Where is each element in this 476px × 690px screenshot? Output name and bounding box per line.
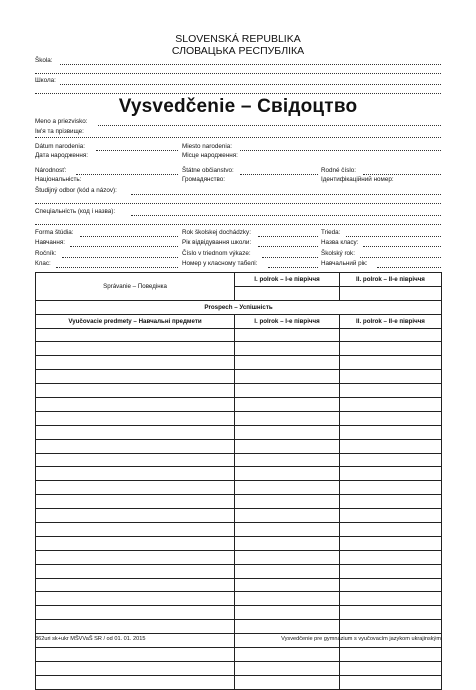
name-line-2 xyxy=(35,137,441,138)
subject-row xyxy=(36,523,442,537)
subject-semester1-cell[interactable] xyxy=(235,467,340,481)
citizenship-line xyxy=(240,174,318,175)
subject-row xyxy=(36,342,442,356)
class-label-sk: Trieda: xyxy=(321,229,341,236)
subject-semester2-cell[interactable] xyxy=(340,453,442,467)
study-field-line-2 xyxy=(35,203,441,204)
birth-date-label-uk: Дата народження: xyxy=(35,152,89,159)
attendance-year-label-uk: Рік відвідування школи: xyxy=(182,239,252,246)
subject-row xyxy=(36,620,442,634)
subject-semester1-cell[interactable] xyxy=(235,439,340,453)
class-line xyxy=(346,236,441,237)
birth-number-line xyxy=(363,174,441,175)
subject-row xyxy=(36,675,442,689)
behavior-semester2-cell[interactable] xyxy=(340,286,442,300)
school-year-line-uk xyxy=(377,267,441,268)
subject-semester2-cell[interactable] xyxy=(340,550,442,564)
subject-semester1-cell[interactable] xyxy=(235,328,340,342)
register-number-label-sk: Číslo v triednom výkaze: xyxy=(182,250,251,257)
subject-row xyxy=(36,370,442,384)
study-form-line xyxy=(80,236,178,237)
subject-name-cell[interactable] xyxy=(36,578,235,592)
progress-header: Prospech – Успішність xyxy=(36,300,442,314)
birth-place-label-uk: Місце народження: xyxy=(182,152,238,159)
subject-semester1-cell[interactable] xyxy=(235,592,340,606)
subject-name-cell[interactable] xyxy=(36,606,235,620)
subject-semester2-cell[interactable] xyxy=(340,592,442,606)
subject-name-cell[interactable] xyxy=(36,328,235,342)
subject-name-cell[interactable] xyxy=(36,620,235,634)
subject-name-cell[interactable] xyxy=(36,398,235,412)
subject-semester1-cell[interactable] xyxy=(235,578,340,592)
subjects-header: Vyučovacie predmety – Навчальні предмети xyxy=(36,314,235,328)
subject-row xyxy=(36,411,442,425)
subject-row xyxy=(36,439,442,453)
subject-row xyxy=(36,453,442,467)
country-name-sk: SLOVENSKÁ REPUBLIKA xyxy=(175,33,301,45)
subject-row xyxy=(36,481,442,495)
nationality-line xyxy=(76,174,178,175)
subject-name-cell[interactable] xyxy=(36,495,235,509)
birth-place-line xyxy=(240,150,441,151)
subject-name-cell[interactable] xyxy=(36,648,235,662)
subject-semester2-cell[interactable] xyxy=(340,523,442,537)
subject-name-cell[interactable] xyxy=(36,661,235,675)
subject-semester1-cell[interactable] xyxy=(235,564,340,578)
subject-semester1-cell[interactable] xyxy=(235,481,340,495)
subject-row xyxy=(36,425,442,439)
attendance-year-line-uk xyxy=(258,246,318,247)
semester2-header: II. polrok – II-e півріччя xyxy=(340,273,442,287)
school-year-line xyxy=(360,257,441,258)
subject-row xyxy=(36,509,442,523)
subject-semester2-cell[interactable] xyxy=(340,328,442,342)
subject-semester1-cell[interactable] xyxy=(235,398,340,412)
subject-semester1-cell[interactable] xyxy=(235,342,340,356)
subject-name-cell[interactable] xyxy=(36,453,235,467)
register-number-label-uk: Номер у класному табелі: xyxy=(182,260,258,267)
subject-semester2-cell[interactable] xyxy=(340,356,442,370)
subject-row xyxy=(36,648,442,662)
study-field-label-uk: Спеціальність (код і назва): xyxy=(35,208,116,215)
school-year-label-sk: Školský rok: xyxy=(321,250,355,257)
subject-semester1-cell[interactable] xyxy=(235,523,340,537)
subject-name-cell[interactable] xyxy=(36,356,235,370)
subject-semester2-cell[interactable] xyxy=(340,425,442,439)
attendance-year-line xyxy=(258,236,318,237)
school-line-2 xyxy=(35,73,441,74)
grade-line-uk xyxy=(56,267,178,268)
study-form-label-uk: Навчання: xyxy=(35,239,66,246)
subject-semester2-cell[interactable] xyxy=(340,411,442,425)
subject-semester2-cell[interactable] xyxy=(340,606,442,620)
subject-row xyxy=(36,606,442,620)
class-label-uk: Назва класу: xyxy=(321,239,359,246)
subject-semester2-cell[interactable] xyxy=(340,648,442,662)
behavior-header-row xyxy=(36,273,442,287)
name-label-sk: Meno a priezvisko: xyxy=(35,118,88,125)
subject-semester1-cell[interactable] xyxy=(235,356,340,370)
grade-line xyxy=(62,257,178,258)
study-form-line-uk xyxy=(70,246,178,247)
behavior-label: Správanie – Поведінка xyxy=(36,273,235,301)
subject-semester2-cell[interactable] xyxy=(340,467,442,481)
footer-document-type: Vysvedčenie pre gymnázium s vyučovacím jazykom ukrajinským xyxy=(281,636,441,642)
subject-name-cell[interactable] xyxy=(36,536,235,550)
subject-semester1-cell[interactable] xyxy=(235,661,340,675)
document-title: Vysvedčenie – Свідоцтво xyxy=(118,96,358,117)
subject-row xyxy=(36,661,442,675)
subject-name-cell[interactable] xyxy=(36,384,235,398)
birth-number-label-uk: Ідентифікаційний номер: xyxy=(321,176,394,183)
subject-semester2-cell[interactable] xyxy=(340,536,442,550)
study-field-line-4 xyxy=(35,224,441,225)
attendance-year-label-sk: Rok školskej dochádzky: xyxy=(182,229,251,236)
subject-semester2-cell[interactable] xyxy=(340,661,442,675)
class-line-uk xyxy=(363,246,441,247)
study-field-line-3 xyxy=(131,215,441,216)
birth-date-line xyxy=(96,150,178,151)
subject-row xyxy=(36,495,442,509)
nationality-label-sk: Národnosť: xyxy=(35,167,67,174)
subjects-semester1-header: I. polrok – I-e півріччя xyxy=(235,314,340,328)
subject-semester2-cell[interactable] xyxy=(340,564,442,578)
school-line-4 xyxy=(35,93,441,94)
register-number-line-uk xyxy=(268,267,318,268)
name-line xyxy=(98,125,441,126)
subject-semester1-cell[interactable] xyxy=(235,425,340,439)
subject-semester1-cell[interactable] xyxy=(235,536,340,550)
grade-label-sk: Ročník: xyxy=(35,250,57,257)
subject-row xyxy=(36,592,442,606)
subject-name-cell[interactable] xyxy=(36,425,235,439)
subject-semester2-cell[interactable] xyxy=(340,509,442,523)
nationality-label-uk: Національність: xyxy=(35,176,82,183)
subject-semester1-cell[interactable] xyxy=(235,370,340,384)
subject-semester2-cell[interactable] xyxy=(340,578,442,592)
subject-semester1-cell[interactable] xyxy=(235,550,340,564)
subject-name-cell[interactable] xyxy=(36,342,235,356)
subject-name-cell[interactable] xyxy=(36,411,235,425)
grades-table xyxy=(35,272,442,690)
subject-name-cell[interactable] xyxy=(36,523,235,537)
subject-row xyxy=(36,536,442,550)
subject-name-cell[interactable] xyxy=(36,592,235,606)
subject-name-cell[interactable] xyxy=(36,439,235,453)
subject-semester2-cell[interactable] xyxy=(340,495,442,509)
subject-semester2-cell[interactable] xyxy=(340,370,442,384)
school-year-label-uk: Навчальний рік: xyxy=(321,260,368,267)
subject-semester1-cell[interactable] xyxy=(235,675,340,689)
progress-row xyxy=(36,300,442,314)
study-field-line xyxy=(131,194,441,195)
subject-row xyxy=(36,467,442,481)
grade-label-uk: Клас: xyxy=(35,260,51,267)
subject-semester1-cell[interactable] xyxy=(235,648,340,662)
semester1-header: I. polrok – I-e півріччя xyxy=(235,273,340,287)
subject-semester2-cell[interactable] xyxy=(340,481,442,495)
country-name-uk: СЛОВАЦЬКА РЕСПУБЛІКА xyxy=(171,45,305,57)
study-form-label-sk: Forma štúdia: xyxy=(35,229,74,236)
subject-semester1-cell[interactable] xyxy=(235,509,340,523)
subject-name-cell[interactable] xyxy=(36,564,235,578)
subject-semester2-cell[interactable] xyxy=(340,342,442,356)
subject-semester2-cell[interactable] xyxy=(340,675,442,689)
birth-number-label-sk: Rodné číslo: xyxy=(321,167,357,174)
citizenship-label-sk: Štátne občianstvo: xyxy=(182,167,234,174)
birth-place-label-sk: Miesto narodenia: xyxy=(182,143,233,150)
subject-semester1-cell[interactable] xyxy=(235,606,340,620)
school-label-uk: Школа: xyxy=(35,77,56,84)
subject-row xyxy=(36,578,442,592)
school-line-1 xyxy=(60,64,441,65)
subject-name-cell[interactable] xyxy=(36,550,235,564)
subject-row xyxy=(36,384,442,398)
subject-semester1-cell[interactable] xyxy=(235,495,340,509)
subjects-semester2-header: II. polrok – II-e півріччя xyxy=(340,314,442,328)
subject-row xyxy=(36,356,442,370)
subject-semester1-cell[interactable] xyxy=(235,453,340,467)
register-number-line xyxy=(262,257,318,258)
subject-name-cell[interactable] xyxy=(36,481,235,495)
subject-semester2-cell[interactable] xyxy=(340,398,442,412)
subject-name-cell[interactable] xyxy=(36,675,235,689)
citizenship-label-uk: Громадянство: xyxy=(182,176,226,183)
subject-name-cell[interactable] xyxy=(36,370,235,384)
subject-row xyxy=(36,564,442,578)
birth-date-label-sk: Dátum narodenia: xyxy=(35,143,86,150)
behavior-semester1-cell[interactable] xyxy=(235,286,340,300)
subject-semester2-cell[interactable] xyxy=(340,620,442,634)
subject-semester2-cell[interactable] xyxy=(340,384,442,398)
subject-semester1-cell[interactable] xyxy=(235,411,340,425)
footer-form-code: 362uri sk+ukr MŠVVaŠ SR / od 01. 01. 2015 xyxy=(35,636,146,642)
study-field-label-sk: Študijný odbor (kód a názov): xyxy=(35,187,117,194)
subject-row xyxy=(36,328,442,342)
subjects-header-row xyxy=(36,314,442,328)
subject-name-cell[interactable] xyxy=(36,509,235,523)
subject-name-cell[interactable] xyxy=(36,467,235,481)
subject-semester1-cell[interactable] xyxy=(235,384,340,398)
name-label-uk: Ім'я та прізвище: xyxy=(35,128,84,135)
subject-row xyxy=(36,398,442,412)
school-line-3 xyxy=(60,84,441,85)
subject-row xyxy=(36,550,442,564)
subject-semester2-cell[interactable] xyxy=(340,439,442,453)
school-label-sk: Škola: xyxy=(35,57,53,64)
subject-semester1-cell[interactable] xyxy=(235,620,340,634)
